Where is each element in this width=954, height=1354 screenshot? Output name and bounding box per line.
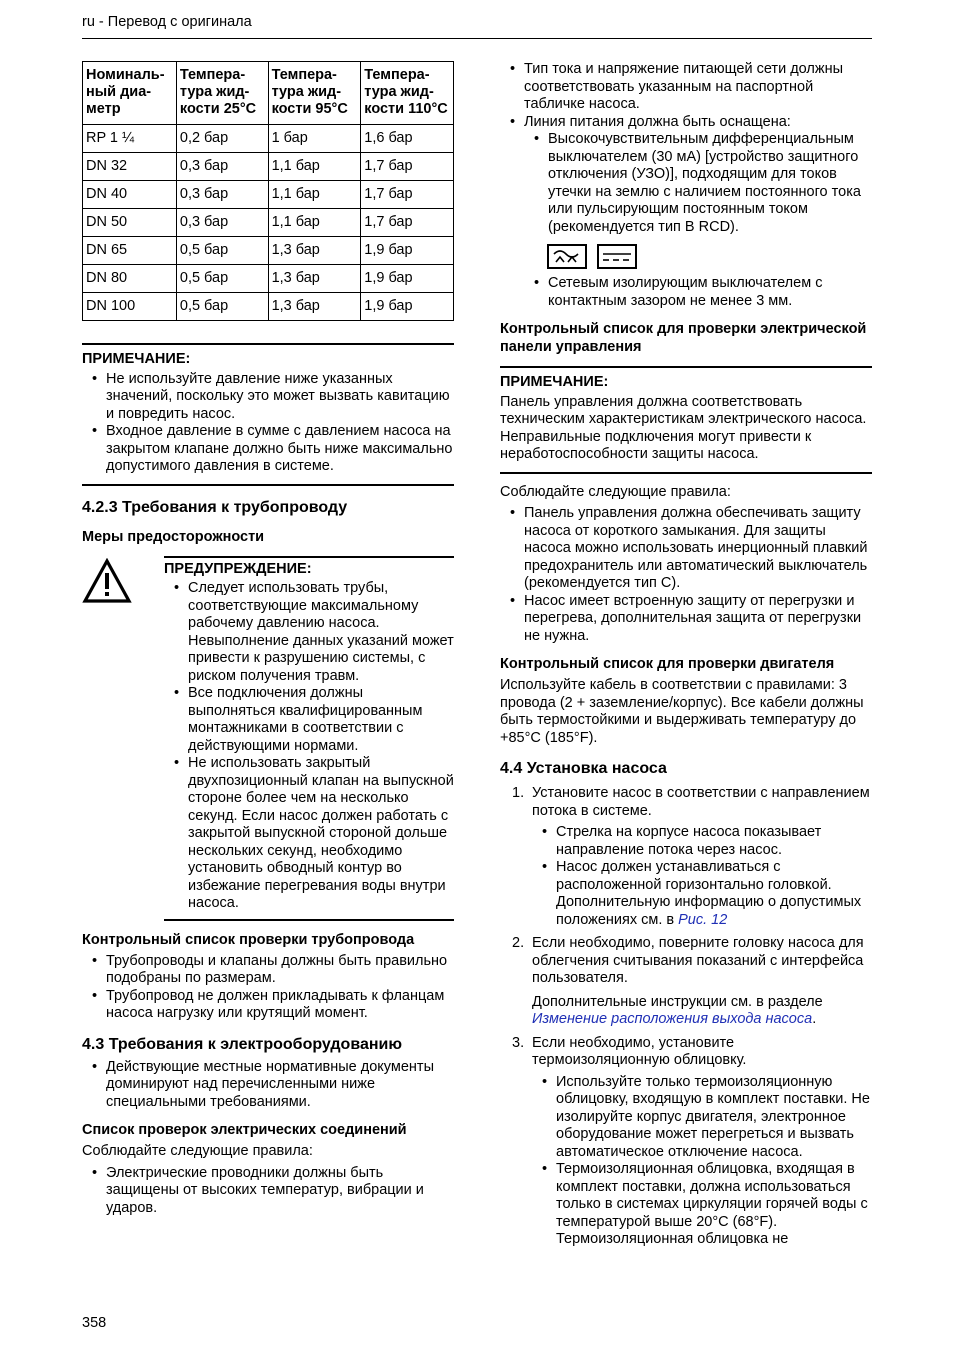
step-sub-list — [532, 1074, 872, 1249]
warning-triangle-icon — [82, 558, 132, 604]
note-title: ПРИМЕЧАНИЕ: — [82, 351, 191, 367]
table-cell: 1,3 бар — [268, 265, 361, 293]
power-list — [500, 61, 872, 236]
list-item: • Стрелка на корпусе насоса показывает направление потока через насос. — [532, 824, 872, 859]
rules-intro: Соблюдайте следующие правила: — [500, 483, 731, 500]
list-item: • Используйте только термоизоляционную облицовку, входящую в комплект поставки. Не изолируйте корпус двигателя, электронное оборудование может перегреться и вызвать автоматическое отключение насоса. — [532, 1074, 872, 1162]
table-cell: 1,1 бар — [268, 153, 361, 181]
note-box-2 — [500, 366, 872, 474]
list-item: • Термоизоляционная облицовка, входящая в комплект поставки, должна использоваться только в системах циркуляции горячей воды с температурой выше 20°C (68°F). Термоизоляционная облицовка не — [532, 1161, 872, 1249]
elec-check-intro: Соблюдайте следующие правила: — [82, 1143, 313, 1159]
list-item-text: Насос должен устанавливаться с расположенной горизонтально головкой. Дополнительную информацию о допустимых положениях см. в — [556, 859, 862, 928]
table-cell: 1,9 бар — [361, 237, 454, 265]
right-column — [500, 61, 872, 1249]
table-cell: 1,1 бар — [268, 209, 361, 237]
list-item: • Трубопровод не должен прикладывать к фланцам насоса нагрузку или крутящий момент. — [82, 988, 454, 1023]
list-item: • Трубопроводы и клапаны должны быть правильно подобраны по размерам. — [82, 953, 454, 988]
list-item: • Не используйте давление ниже указанных значений, поскольку это может вызвать кавитацию и повредить насос. — [82, 371, 454, 424]
table-header-cell: Номиналь-ный диа-метр — [83, 62, 177, 125]
table-cell: 1,1 бар — [268, 181, 361, 209]
list-item: • Следует использовать трубы, соответствующие максимальному рабочему давлению насоса. Невыполнение данных указаний может привести к разрушению системы, с риском получения травм. — [164, 580, 454, 685]
list-item — [500, 114, 872, 237]
list-item: • Электрические проводники должны быть защищены от высоких температур, вибрации и ударов. — [82, 1165, 454, 1218]
table-cell: 0,3 бар — [176, 181, 268, 209]
table-cell: 1,3 бар — [268, 293, 361, 321]
install-steps — [500, 785, 872, 1249]
link-suffix: . — [812, 1011, 817, 1027]
power-sub-list-2 — [524, 275, 872, 310]
list-item — [532, 859, 872, 929]
list-item: • Не использовать закрытый двухпозиционный клапан на выпускной стороне более чем на несколько секунд. Если насос должен работать с закрытой выпускной стороной дольше нескольких секунд, необходимо установить обводный контур во избежание перегревания воды внутри насоса. — [164, 755, 454, 913]
step-number: 3. — [512, 1034, 525, 1051]
pressure-table — [82, 61, 454, 321]
table-cell: DN 100 — [83, 293, 177, 321]
table-row — [83, 293, 454, 321]
list-item: • Насос имеет встроенную защиту от перегрузки и перегрева, дополнительная защита от перегрузки не нужна. — [500, 593, 872, 646]
note-text: Панель управления должна соответствовать техническим характеристикам электрического насоса. Неправильные подключения могут привести к неработоспособности защиты насоса. — [500, 393, 867, 462]
pipe-checklist-heading: Контрольный список проверки трубопровода — [82, 931, 415, 948]
table-row — [83, 125, 454, 153]
rcd-symbols — [547, 244, 872, 269]
table-cell: 1,3 бар — [268, 237, 361, 265]
elec-requirements-list — [82, 1059, 454, 1112]
table-header-cell: Темпера-тура жид-кости 25°C — [176, 62, 268, 125]
table-cell: DN 80 — [83, 265, 177, 293]
page-number: 358 — [82, 1315, 107, 1331]
elec-check-heading: Список проверок электрических соединений — [82, 1122, 407, 1138]
table-header-cell: Темпера-тура жид-кости 110°C — [361, 62, 454, 125]
table-cell: DN 65 — [83, 237, 177, 265]
list-item: • Действующие местные нормативные документы доминируют над перечисленными ниже специальными требованиями. — [82, 1059, 454, 1112]
table-cell: 1,7 бар — [361, 153, 454, 181]
table-row — [83, 209, 454, 237]
table-cell: DN 32 — [83, 153, 177, 181]
list-item: • Входное давление в сумме с давлением насоса на закрытом клапане должно быть ниже максимально допустимого давления в системе. — [82, 423, 454, 476]
motor-check-heading: Контрольный список для проверки двигателя — [500, 656, 835, 672]
list-item-text: Линия питания должна быть оснащена: — [524, 113, 791, 130]
step-extra-text: Дополнительные инструкции см. в разделе — [532, 993, 823, 1010]
page-header: ru - Перевод с оригинала — [82, 14, 252, 30]
list-item: • Все подключения должны выполняться квалифицированным монтажниками в соответствии с действующими нормами. — [164, 685, 454, 755]
table-cell: 0,3 бар — [176, 209, 268, 237]
elec-check-list — [82, 1165, 454, 1218]
table-cell: RP 1 ¼ — [83, 125, 177, 153]
list-item: • Панель управления должна обеспечивать защиту насоса от короткого замыкания. Для защиты насоса можно использовать инерционный плавкий предохранитель или автоматический выключатель (рекомендуется тип C). — [500, 505, 872, 593]
left-column — [82, 61, 454, 1217]
note-title: ПРИМЕЧАНИЕ: — [500, 374, 609, 390]
table-header-row — [83, 62, 454, 125]
table-row — [83, 237, 454, 265]
dc-symbol-icon — [597, 244, 637, 269]
panel-check-heading: Контрольный список для проверки электрической панели управления — [500, 321, 867, 355]
table-cell: 0,3 бар — [176, 153, 268, 181]
table-cell: 1,9 бар — [361, 265, 454, 293]
warning-box — [164, 556, 454, 921]
step-text: Если необходимо, установите термоизоляционную облицовку. — [532, 1034, 747, 1068]
step-text: Установите насос в соответствии с направлением потока в системе. — [532, 785, 870, 819]
table-cell: 0,2 бар — [176, 125, 268, 153]
step-extra — [532, 994, 872, 1029]
warning-title: ПРЕДУПРЕЖДЕНИЕ: — [164, 560, 312, 577]
section-title-4-2-3: 4.2.3 Требования к трубопроводу — [82, 498, 348, 516]
table-cell: 1,7 бар — [361, 209, 454, 237]
table-cell: 0,5 бар — [176, 265, 268, 293]
table-cell: DN 40 — [83, 181, 177, 209]
table-row — [83, 181, 454, 209]
table-header-cell: Темпера-тура жид-кости 95°C — [268, 62, 361, 125]
pipe-checklist — [82, 953, 454, 1023]
step-item — [500, 935, 872, 1029]
list-item: • Тип тока и напряжение питающей сети должны соответствовать указанным на паспортной табличке насоса. — [500, 61, 872, 114]
table-cell: 1 бар — [268, 125, 361, 153]
section-title-4-4: 4.4 Установка насоса — [500, 760, 667, 777]
list-item: • Сетевым изолирующим выключателем с контактным зазором не менее 3 мм. — [524, 275, 872, 310]
step-item — [500, 785, 872, 929]
table-cell: 1,7 бар — [361, 181, 454, 209]
table-cell: 1,9 бар — [361, 293, 454, 321]
table-cell: 0,5 бар — [176, 293, 268, 321]
header-rule — [82, 38, 872, 39]
figure-link[interactable]: Рис. 12 — [678, 911, 728, 928]
step-number: 2. — [512, 935, 525, 951]
note-list — [82, 371, 454, 476]
table-row — [83, 153, 454, 181]
panel-list — [500, 505, 872, 645]
step-number: 1. — [512, 785, 525, 801]
ac-pulsed-symbol-icon — [547, 244, 587, 269]
table-row — [83, 265, 454, 293]
note-box — [82, 343, 454, 486]
power-sub-list — [524, 131, 872, 236]
step-item — [500, 1035, 872, 1249]
step-sub-list — [532, 824, 872, 929]
step-text: Если необходимо, поверните головку насоса для облегчения считывания показаний с интерфейса пользователя. — [532, 935, 864, 986]
section-link[interactable]: Изменение расположения выхода насоса — [532, 1011, 813, 1027]
precautions-heading: Меры предосторожности — [82, 528, 265, 545]
list-item: • Высокочувствительным дифференциальным выключателем (30 мА) [устройство защитного отключения (УЗО)], подходящим для токов утечки на землю с наличием постоянного тока или пульсирующим постоянным током (рекомендуется тип B RCD). — [524, 131, 872, 236]
table-cell: DN 50 — [83, 209, 177, 237]
section-title-4-3: 4.3 Требования к электрооборудованию — [82, 1035, 403, 1053]
table-cell: 1,6 бар — [361, 125, 454, 153]
warning-list — [164, 580, 454, 913]
motor-check-text: Используйте кабель в соответствии с правилами: 3 провода (2 + заземление/корпус). Все кабели должны быть термостойкими и выдерживать температуру до +85°C (185°F). — [500, 677, 864, 746]
table-cell: 0,5 бар — [176, 237, 268, 265]
